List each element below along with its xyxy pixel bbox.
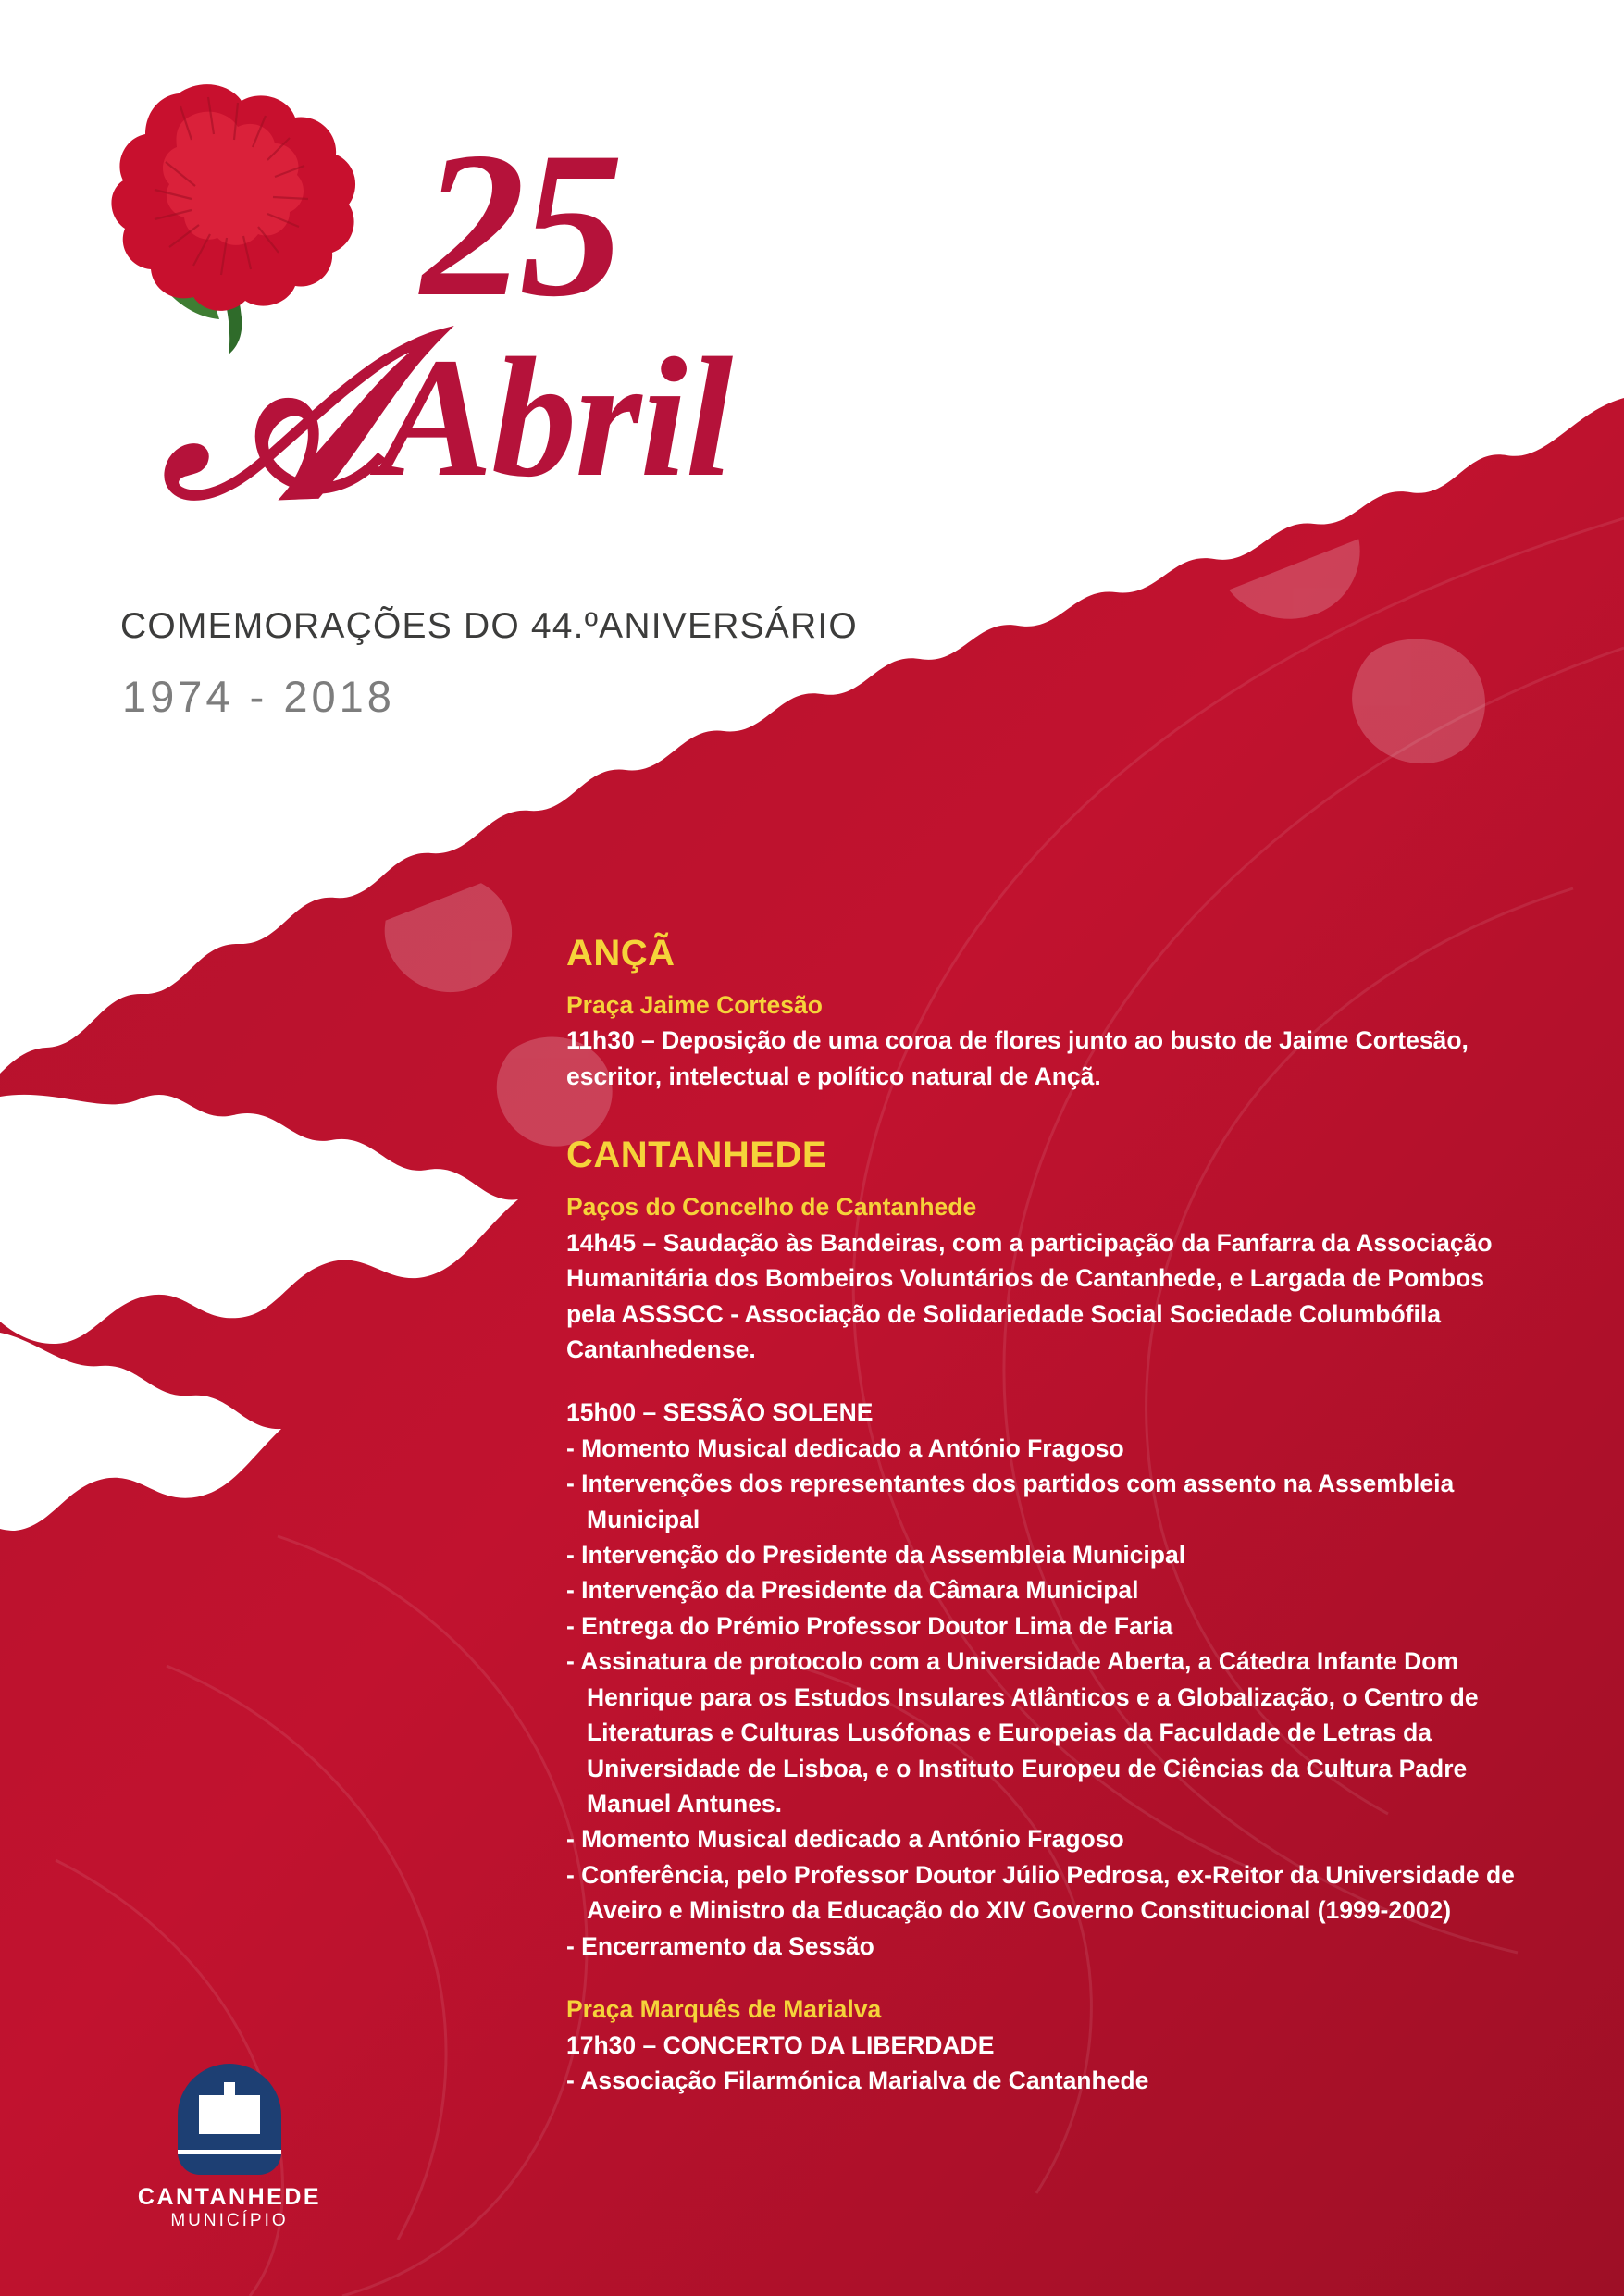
program-line: 11h30 – Deposição de uma coroa de flores junto ao busto de Jaime Cortesão,: [566, 1026, 1469, 1055]
logo-number-25: 25: [421, 108, 618, 340]
town-hall-shield-icon: [178, 2064, 281, 2175]
poster-years: 1974 - 2018: [122, 672, 395, 721]
program-line: - Conferência, pelo Professor Doutor Júlio Pedrosa, ex-Reitor da Universidade de Aveiro e Ministro da Educação do XIV Governo Constitucional (1999-2002): [566, 1860, 1515, 1925]
venue-name: Paços do Concelho de Cantanhede: [566, 1193, 977, 1222]
program-line: - Momento Musical dedicado a António Fragoso: [566, 1825, 1124, 1854]
location-title: CANTANHEDE: [566, 1135, 828, 1176]
poster-header: [0, 0, 907, 768]
program-line: - Intervenção do Presidente da Assembleia Municipal: [566, 1541, 1186, 1570]
logo-word-abril: 𝒜Abril: [162, 290, 732, 546]
program-line: - Assinatura de protocolo com a Universidade Aberta, a Cátedra Infante Dom Henrique para os Estudos Insulares Atlânticos e a Globalização, o Centro de Literaturas e Culturas Lusófonas e Europeias da Faculdade de Letras da Universidade de Lisboa, e o Instituto Europeu de Ciências da Cultura Padre Manuel Antunes.: [566, 1647, 1479, 1818]
program-line: - Momento Musical dedicado a António Fragoso: [566, 1433, 1124, 1462]
program-line: 15h00 – SESSÃO SOLENE: [566, 1398, 874, 1427]
program-line: - Encerramento da Sessão: [566, 1931, 874, 1960]
program-line: - Intervenção da Presidente da Câmara Municipal: [566, 1576, 1139, 1605]
program-line: 17h30 – CONCERTO DA LIBERDADE: [566, 2030, 995, 2059]
logo-abril-text: Abril: [378, 323, 732, 513]
program-list: [566, 933, 1547, 2098]
program-line: - Entrega do Prémio Professor Doutor Lima de Faria: [566, 1611, 1173, 1640]
section-spacer: [566, 1094, 1547, 1135]
program-line: - Intervenções dos representantes dos partidos com assento na Assembleia Municipal: [566, 1470, 1455, 1533]
program-line: pela ASSSCC - Associação de Solidariedade Social Sociedade Columbófila: [566, 1299, 1441, 1328]
program-line: escritor, intelectual e político natural de Ançã.: [566, 1061, 1101, 1090]
entry-spacer: [566, 1964, 1547, 1992]
venue-name: Praça Marquês de Marialva: [566, 1995, 882, 2024]
poster-subtitle: COMEMORAÇÕES DO 44.ºANIVERSÁRIO: [120, 606, 858, 646]
municipality-logo: [137, 2064, 322, 2231]
program-line: Cantanhedense.: [566, 1334, 756, 1363]
entry-spacer: [566, 1367, 1547, 1395]
program-line: - Associação Filarmónica Marialva de Cantanhede: [566, 2066, 1149, 2094]
program-line: Humanitária dos Bombeiros Voluntários de Cantanhede, e Largada de Pombos: [566, 1264, 1484, 1293]
municipality-name: CANTANHEDE: [137, 2184, 322, 2210]
location-title: ANÇÃ: [566, 933, 676, 974]
municipality-subtitle: MUNICÍPIO: [170, 2210, 289, 2230]
program-line: 14h45 – Saudação às Bandeiras, com a participação da Fanfarra da Associação: [566, 1228, 1493, 1257]
venue-name: Praça Jaime Cortesão: [566, 991, 823, 1019]
